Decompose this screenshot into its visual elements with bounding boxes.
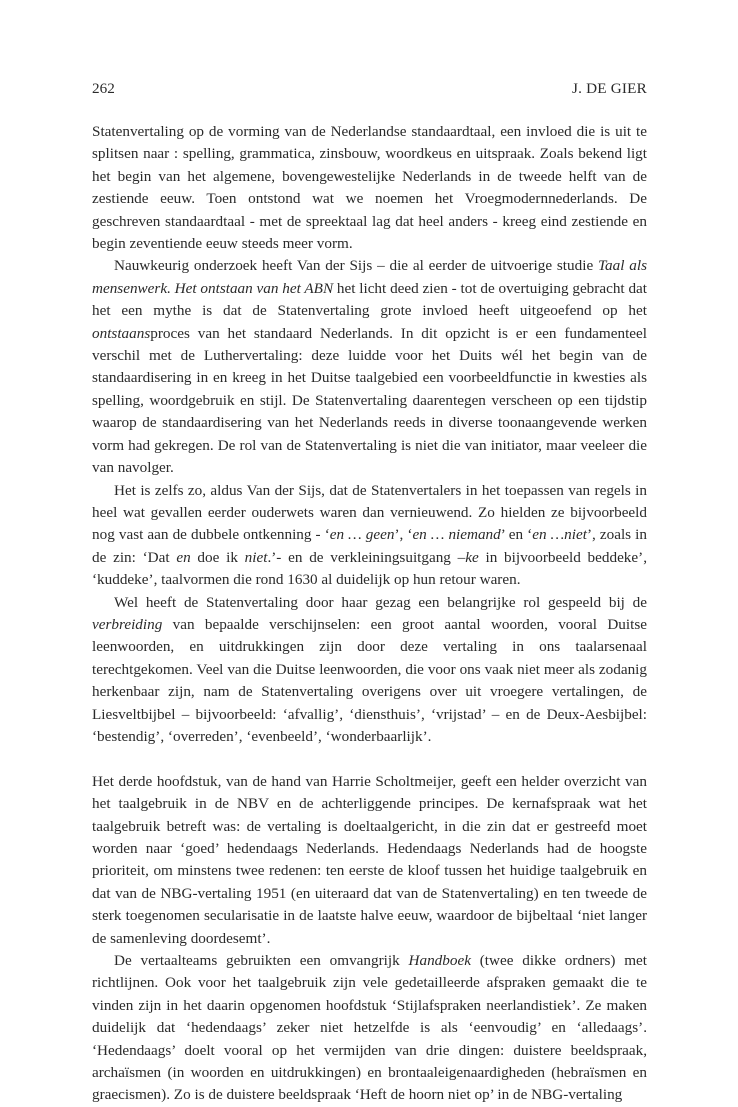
paragraph: [92, 950, 647, 1107]
italic-text: Taal als mensenwerk. Het ontstaan van het ABN: [92, 257, 647, 297]
text-run: proces van het standaard Nederlands. In dit opzicht is er een fundamenteel verschil met de Luthervertaling: deze luidde voor het Duits wél het begin van de standaardisering in en kreeg in het Duitse taalgebied een voorbeeldfunctie in kwesties als spelling, woordgebruik en stijl. De Statenvertaling daarentegen verscheen op een tijdstip waarop de standaardisering van het Nederlands reeds in diverse toonaangevende werken vorm had gekregen. De rol van de Statenvertaling is niet die van initiator, maar veeleer die van navolger.: [92, 324, 647, 477]
paragraph: [92, 480, 647, 592]
text-run: in bijvoorbeeld beddeke’, ‘kuddeke’, taalvormen die rond 1630 al duidelijk op hun retour waren.: [92, 548, 647, 589]
page-number: 262: [92, 80, 115, 97]
italic-text: ke: [465, 548, 479, 566]
paragraph: [92, 771, 647, 950]
text-run: ’, zoals in de zin: ‘Dat: [92, 526, 647, 566]
paragraph: [92, 121, 647, 255]
text-run: Het is zelfs zo, aldus Van der Sijs, dat de Statenvertalers in het toepassen van regels in heel wat gevallen eerder ouderwets waren dan vernieuwend. Zo hielden ze bijvoorbeeld nog vast aan de dubbele ontkenning - ‘: [92, 481, 647, 544]
italic-text: ontstaans: [92, 324, 151, 342]
italic-text: en: [176, 548, 191, 566]
page-header: [92, 78, 647, 100]
body-text: [92, 121, 647, 1107]
running-head: J. DE GIER: [572, 80, 647, 97]
paragraph: [92, 255, 647, 479]
text-run: doe ik: [190, 548, 245, 566]
text-run: Statenvertaling op de vorming van de Nederlandse standaardtaal, een invloed die is uit te splitsen naar : spelling, grammatica, zinsbouw, woordkeus en uitspraak. Zoals bekend ligt het begin van het algemene, bovengewestelijke Nederlands in de tweede helft van de zestiende eeuw. Toen ontstond wat we noemen het Vroegmodernnederlands. De geschreven standaardtaal - met de spreektaal lag dat heel anders - kreeg eind zestiende en begin zeventiende eeuw steeds meer vorm.: [92, 123, 647, 253]
text-run: ’ en ‘: [500, 526, 533, 544]
text-run: Nauwkeurig onderzoek heeft Van der Sijs – die al eerder de uitvoerige studie: [114, 257, 598, 275]
italic-text: en … geen: [329, 526, 395, 544]
italic-text: en …niet: [532, 526, 587, 544]
text-run: van bepaalde verschijnselen: een groot aantal woorden, vooral Duitse leenwoorden, en uitdrukkingen zijn door deze vertaling in ons taalarsenaal terechtgekomen. Veel van die Duitse leenwoorden, die voor ons vaak niet meer als zodanig herkenbaar zijn, nam de Statenvertaling overigens over uit vroegere vertalingen, de Liesveltbijbel – bijvoorbeeld: ‘afvallig’, ‘diensthuis’, ‘vrijstad’ – en de Deux-Aesbijbel: ‘bestendig’, ‘overreden’, ‘evenbeeld’, ‘wonderbaarlijk’.: [92, 615, 647, 745]
text-run: De vertaalteams gebruikten een omvangrijk: [114, 952, 409, 970]
text-run: het licht deed zien - tot de overtuiging gebracht dat het een mythe is dat de Statenvertaling grote invloed heeft uitgeoefend op het: [92, 279, 647, 320]
text-run: Wel heeft de Statenvertaling door haar gezag een belangrijke rol gespeeld bij de: [114, 593, 647, 611]
italic-text: en … niemand: [412, 526, 501, 544]
paragraph: [92, 592, 647, 749]
text-run: .’- en de verkleiningsuitgang –: [267, 548, 466, 566]
italic-text: Handboek: [408, 952, 471, 970]
text-run: ’, ‘: [394, 526, 413, 544]
italic-text: verbreiding: [92, 615, 163, 633]
text-run: Het derde hoofdstuk, van de hand van Harrie Scholtmeijer, geeft een helder overzicht van het taalgebruik in de NBV en de achterliggende principes. De kernafspraak wat het taalgebruik betreft was: de vertaling is doeltaalgericht, in die zin dat er gestreefd moet worden naar ‘goed’ hedendaags Nederlands. Hedendaags Nederlands had de hoogste prioriteit, om minstens twee redenen: ten eerste de kloof tussen het huidige taalgebruik en dat van de NBG-vertaling 1951 (en uiteraard dat van de Statenvertaling) en ten tweede de sterk toegenomen secularisatie in de laatste halve eeuw, waardoor de bijbeltaal ‘niet langer de samenleving doordesemt’.: [92, 772, 647, 947]
text-run: (twee dikke ordners) met richtlijnen. Ook voor het taalgebruik zijn vele gedetailleerde afspraken gemaakt die te vinden zijn in het daarin opgenomen hoofdstuk ‘Stijlafspraken neerlandistiek’. Ze maken duidelijk dat ‘hedendaags’ zeker niet hetzelfde is als ‘eenvoudig’ en ‘alledaags’. ‘Hedendaags’ doelt vooral op het vermijden van drie dingen: duistere beeldspraak, archaïsmen (in woorden en uitdrukkingen) en brontaaleigenaardigheden (hebraïsmen en graecismen). Zo is de duistere beeldspraak ‘Heft de hoorn niet op’ in de NBG-vertaling: [92, 952, 647, 1104]
italic-text: niet: [244, 548, 268, 566]
